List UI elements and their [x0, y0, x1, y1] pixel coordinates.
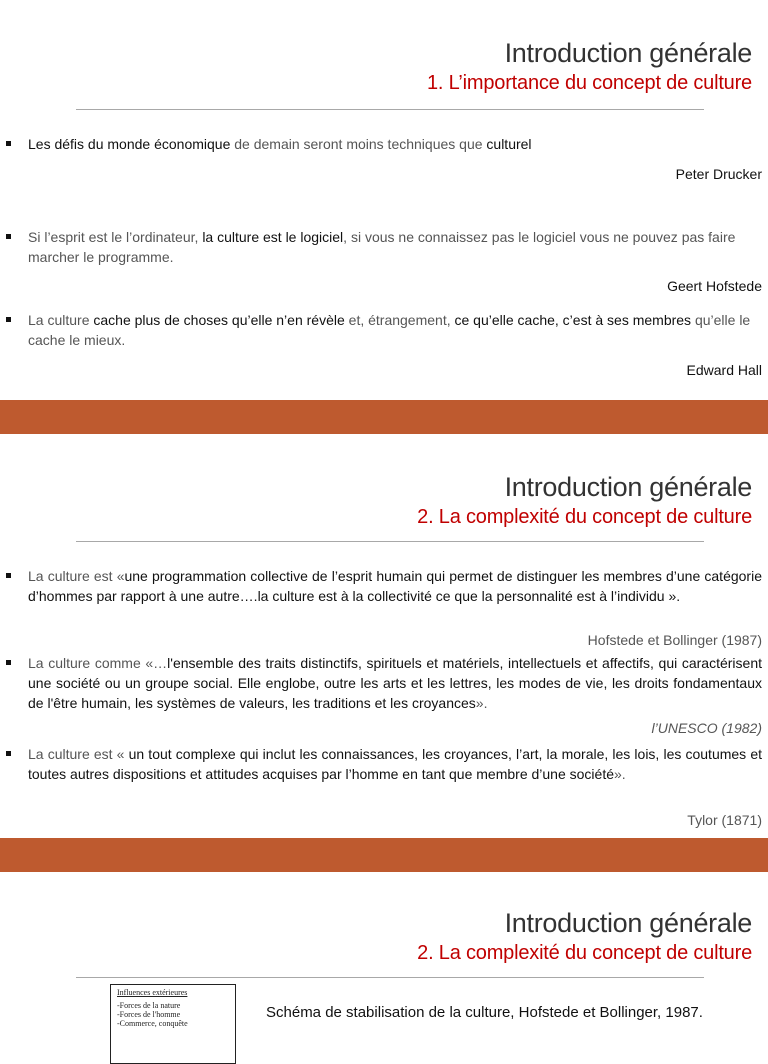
bullet-item — [6, 134, 762, 154]
schema-line: -Forces de l'homme — [117, 1010, 181, 1019]
title-divider — [76, 977, 704, 978]
bullet-item — [6, 566, 762, 606]
quote-author: l’UNESCO (1982) — [651, 720, 762, 736]
slide-1 — [0, 0, 768, 400]
text: La culture est « — [28, 746, 129, 762]
text: qu’elle le cache le mieux. — [28, 312, 751, 348]
schema-caption: Schéma de stabilisation de la culture, Hofstede et Bollinger, 1987. — [266, 1004, 703, 1021]
bullet-item — [6, 310, 762, 350]
bold-text: une programmation collective de l’esprit humain qui permet de distinguer les membres d’une catégorie d’hommes par rapport à une autre….la culture est à la collectivité ce que la personnalité est à l’individu — [28, 568, 762, 604]
bullet-square-icon — [6, 660, 11, 665]
bold-text: ce qu’elle cache, c’est à ses membres — [454, 312, 692, 328]
bullet-square-icon — [6, 234, 11, 239]
schema-line: -Forces de la nature — [117, 1001, 181, 1010]
bullet-square-icon — [6, 751, 11, 756]
quote-author: Peter Drucker — [675, 166, 762, 182]
slide-subtitle: 1. L’importance du concept de culture — [426, 72, 752, 94]
bold-text: un tout complexe qui inclut les connaissances, les croyances, l’art, la morale, les lois, les coutumes et toutes autres dispositions et attitudes acquises par l’homme en tant que membre d’une société — [28, 746, 762, 782]
text: Si l’esprit est le l’ordinateur, — [28, 229, 203, 245]
bullet-square-icon — [6, 573, 11, 578]
bullet-item — [6, 744, 762, 784]
text: ». — [614, 766, 626, 782]
slide-title: Introduction générale — [504, 38, 752, 68]
bold-text: cache plus de choses qu’elle n’en révèle — [93, 312, 345, 328]
title-divider — [76, 109, 704, 110]
bullet-square-icon — [6, 141, 11, 146]
slide-3 — [0, 872, 768, 1058]
slide-title: Introduction générale — [504, 908, 752, 938]
schema-heading: Influences extérieures — [117, 988, 188, 997]
culture-schema-diagram — [110, 984, 236, 1064]
slide-subtitle: 2. La complexité du concept de culture — [417, 506, 752, 528]
text: , si vous ne connaissez pas le logiciel vous ne pouvez pas faire marcher le programme. — [28, 229, 736, 265]
quote-author: Geert Hofstede — [667, 278, 762, 294]
bullet-item — [6, 653, 762, 713]
text: La culture comme «… — [28, 655, 168, 671]
bold-text: l'ensemble des traits distinctifs, spirituels et matériels, intellectuels et affectifs, qui caractérisent une société ou un groupe social. Elle englobe, outre les arts et les lettres, les modes de vie, les droits fondamentaux de l'être humain, les systèmes de valeurs, les traditions et les croyances — [28, 655, 762, 711]
bold-text: culturel — [486, 136, 532, 152]
bullet-item — [6, 227, 762, 267]
slide-title: Introduction générale — [504, 472, 752, 502]
text: La culture — [28, 312, 94, 328]
slide-separator-bar — [0, 400, 768, 434]
text: La culture est « — [28, 568, 125, 584]
quote-author: Tylor (1871) — [687, 812, 762, 828]
text: et, étrangement, — [344, 312, 455, 328]
slide-separator-bar — [0, 838, 768, 872]
bold-text: la culture est le logiciel — [202, 229, 344, 245]
bold-text: ». — [668, 588, 681, 604]
title-divider — [76, 541, 704, 542]
quote-author: Edward Hall — [686, 362, 762, 378]
bullet-square-icon — [6, 317, 11, 322]
slide-subtitle: 2. La complexité du concept de culture — [417, 942, 752, 964]
quote-author: Hofstede et Bollinger (1987) — [587, 632, 762, 648]
text: de demain seront moins techniques que — [230, 136, 487, 152]
slide-2 — [0, 434, 768, 838]
schema-line: -Commerce, conquête — [117, 1019, 188, 1028]
text: ». — [475, 695, 488, 711]
bold-text: Les défis du monde économique — [28, 136, 231, 152]
